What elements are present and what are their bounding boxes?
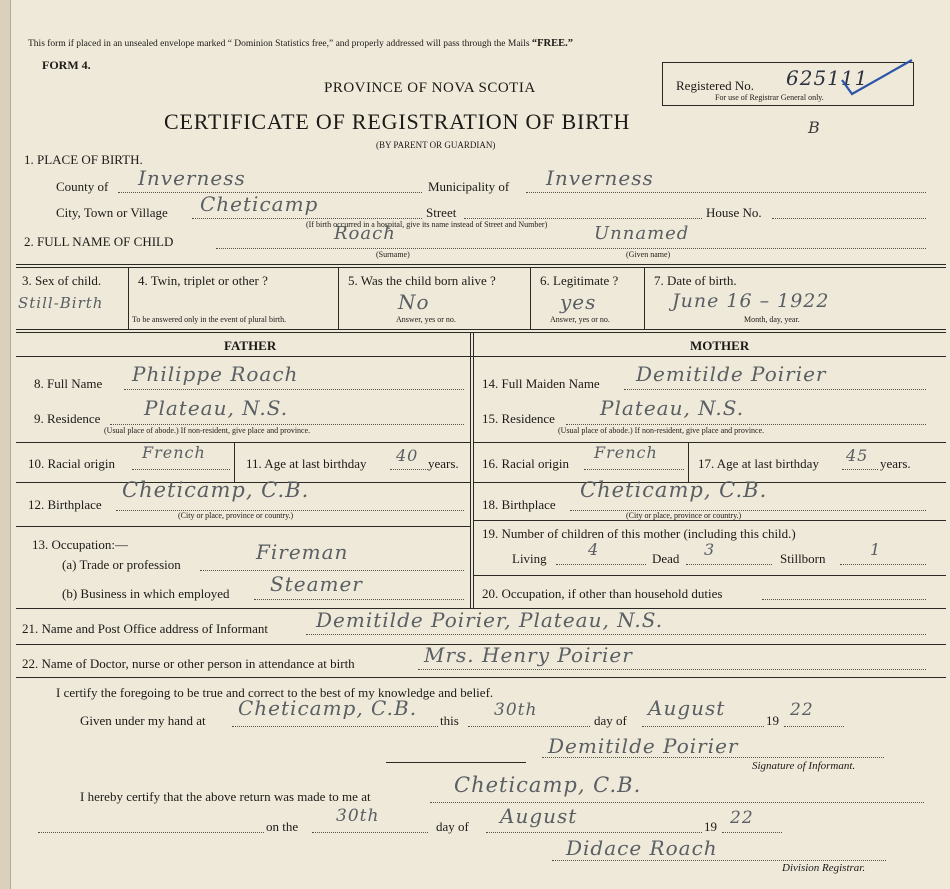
informant-signature: Demitilde Poirier	[548, 734, 739, 758]
stamp-mark: B	[808, 118, 821, 137]
page-title: CERTIFICATE OF REGISTRATION OF BIRTH	[164, 109, 631, 134]
trade-label: (a) Trade or profession	[62, 557, 181, 572]
house-label: House No.	[706, 205, 762, 220]
check-mark-icon	[838, 56, 918, 100]
mother-residence: Plateau, N.S.	[600, 396, 745, 420]
mother-residence-label: 15. Residence	[482, 411, 555, 426]
given-label: Given under my hand at	[80, 713, 206, 728]
father-trade: Fireman	[256, 540, 349, 564]
twin-note: To be answered only in the event of plural birth.	[132, 315, 287, 324]
county-value: Inverness	[138, 166, 246, 190]
twin-label: 4. Twin, triplet or other ?	[138, 273, 268, 288]
postal-notice	[28, 38, 573, 49]
mother-occupation-label: 20. Occupation, if other than household duties	[482, 586, 723, 601]
business-label: (b) Business in which employed	[62, 586, 230, 601]
father-occupation-label: 13. Occupation:—	[32, 537, 129, 552]
surname-note: (Surname)	[376, 250, 410, 259]
father-name-label: 8. Full Name	[34, 376, 103, 391]
province-heading: PROVINCE OF NOVA SCOTIA	[324, 80, 536, 96]
father-business: Steamer	[270, 572, 363, 596]
given-note: (Given name)	[626, 250, 671, 259]
registrar-month: August	[500, 804, 578, 828]
doctor-value: Mrs. Henry Poirier	[424, 643, 633, 667]
mother-racial-label: 16. Racial origin	[482, 456, 570, 471]
legitimate-note: Answer, yes or no.	[550, 315, 610, 324]
mother-age-unit: years.	[880, 456, 911, 471]
alive-label: 5. Was the child born alive ?	[348, 273, 496, 288]
municipality-label: Municipality of	[428, 179, 510, 194]
father-birthplace-note: (City or place, province or country.)	[178, 511, 294, 520]
given-year-prefix: 19	[766, 713, 779, 728]
mother-name-label: 14. Full Maiden Name	[482, 376, 600, 391]
form-number: FORM 4.	[42, 58, 91, 72]
child-name-label: 2. FULL NAME OF CHILD	[24, 234, 174, 249]
city-value: Cheticamp	[200, 192, 319, 216]
mother-name: Demitilde Poirier	[636, 362, 827, 386]
registrar-day: 30th	[336, 806, 380, 826]
given-day-label: day of	[594, 713, 627, 728]
alive-value: No	[398, 290, 430, 314]
mother-age: 45	[846, 446, 869, 465]
mother-birthplace: Cheticamp, C.B.	[580, 478, 768, 502]
this-label: this	[440, 713, 459, 728]
reg-label: Registered No.	[676, 78, 754, 93]
page-subtitle: (BY PARENT OR GUARDIAN)	[376, 140, 496, 150]
father-heading: FATHER	[224, 338, 277, 353]
certify-statement: I certify the foregoing to be true and correct to the best of my knowledge and belief.	[56, 685, 494, 700]
reg-note: For use of Registrar General only.	[715, 93, 824, 102]
father-age: 40	[396, 446, 419, 465]
living-count: 4	[588, 540, 600, 559]
sex-value: Still-Birth	[18, 294, 104, 312]
mother-heading: MOTHER	[690, 338, 750, 353]
father-birthplace-label: 12. Birthplace	[28, 497, 102, 512]
reg-number: 625111	[786, 66, 869, 90]
stillborn-label: Stillborn	[780, 551, 826, 566]
father-residence: Plateau, N.S.	[144, 396, 289, 420]
alive-note: Answer, yes or no.	[396, 315, 456, 324]
informant-value: Demitilde Poirier, Plateau, N.S.	[316, 608, 664, 632]
registrar-year: 22	[730, 808, 754, 828]
dob-value: June 16 – 1922	[672, 290, 830, 312]
dead-label: Dead	[652, 551, 680, 566]
child-given-name: Unnamed	[594, 223, 690, 244]
notice-text: This form if placed in an unsealed envelope marked “ Dominion Statistics free,” and properly addressed will pass through the Mails	[28, 39, 532, 49]
city-label: City, Town or Village	[56, 205, 168, 220]
father-racial-origin: French	[142, 443, 206, 462]
legitimate-label: 6. Legitimate ?	[540, 273, 619, 288]
father-residence-label: 9. Residence	[34, 411, 101, 426]
father-age-label: 11. Age at last birthday	[246, 456, 367, 471]
given-month: August	[648, 696, 726, 720]
given-year: 22	[790, 700, 814, 720]
mother-birthplace-note: (City or place, province or country.)	[626, 511, 742, 520]
registrar-on-label: on the	[266, 819, 299, 834]
mother-residence-note: (Usual place of abode.) If non-resident, give place and province.	[558, 426, 765, 435]
municipality-value: Inverness	[546, 166, 654, 190]
registrar-place: Cheticamp, C.B.	[454, 773, 642, 797]
binding-edge	[0, 0, 11, 889]
registrar-day-label: day of	[436, 819, 469, 834]
father-age-unit: years.	[428, 456, 459, 471]
sex-label: 3. Sex of child.	[22, 273, 102, 288]
children-count-label: 19. Number of children of this mother (including this child.)	[482, 526, 796, 541]
father-racial-label: 10. Racial origin	[28, 456, 116, 471]
father-birthplace: Cheticamp, C.B.	[122, 478, 310, 502]
living-label: Living	[512, 551, 547, 566]
notice-free: “FREE.”	[531, 38, 574, 49]
legitimate-value: yes	[560, 290, 597, 314]
registrar-year-prefix: 19	[704, 819, 717, 834]
street-label: Street	[426, 205, 457, 220]
informant-label: 21. Name and Post Office address of Informant	[22, 621, 268, 636]
child-surname: Roach	[334, 223, 396, 244]
informant-sig-label: Signature of Informant.	[752, 760, 856, 772]
dob-note: Month, day, year.	[744, 315, 800, 324]
place-of-birth-heading: 1. PLACE OF BIRTH.	[24, 152, 143, 167]
registrar-statement: I hereby certify that the above return was made to me at	[80, 789, 371, 804]
mother-racial-origin: French	[594, 443, 658, 462]
given-place: Cheticamp, C.B.	[238, 696, 418, 720]
father-name: Philippe Roach	[132, 362, 299, 386]
dead-count: 3	[704, 540, 716, 559]
registrar-signature: Didace Roach	[566, 836, 718, 860]
doctor-label: 22. Name of Doctor, nurse or other person in attendance at birth	[22, 656, 355, 671]
mother-birthplace-label: 18. Birthplace	[482, 497, 556, 512]
registrar-sig-label: Division Registrar.	[782, 862, 866, 874]
mother-age-label: 17. Age at last birthday	[698, 456, 819, 471]
father-residence-note: (Usual place of abode.) If non-resident, give place and province.	[104, 426, 311, 435]
county-label: County of	[56, 179, 109, 194]
hospital-note: (If birth occurred in a hospital, give its name instead of Street and Number)	[306, 220, 548, 229]
given-day: 30th	[494, 700, 538, 720]
dob-label: 7. Date of birth.	[654, 273, 737, 288]
stillborn-count: 1	[870, 540, 882, 559]
